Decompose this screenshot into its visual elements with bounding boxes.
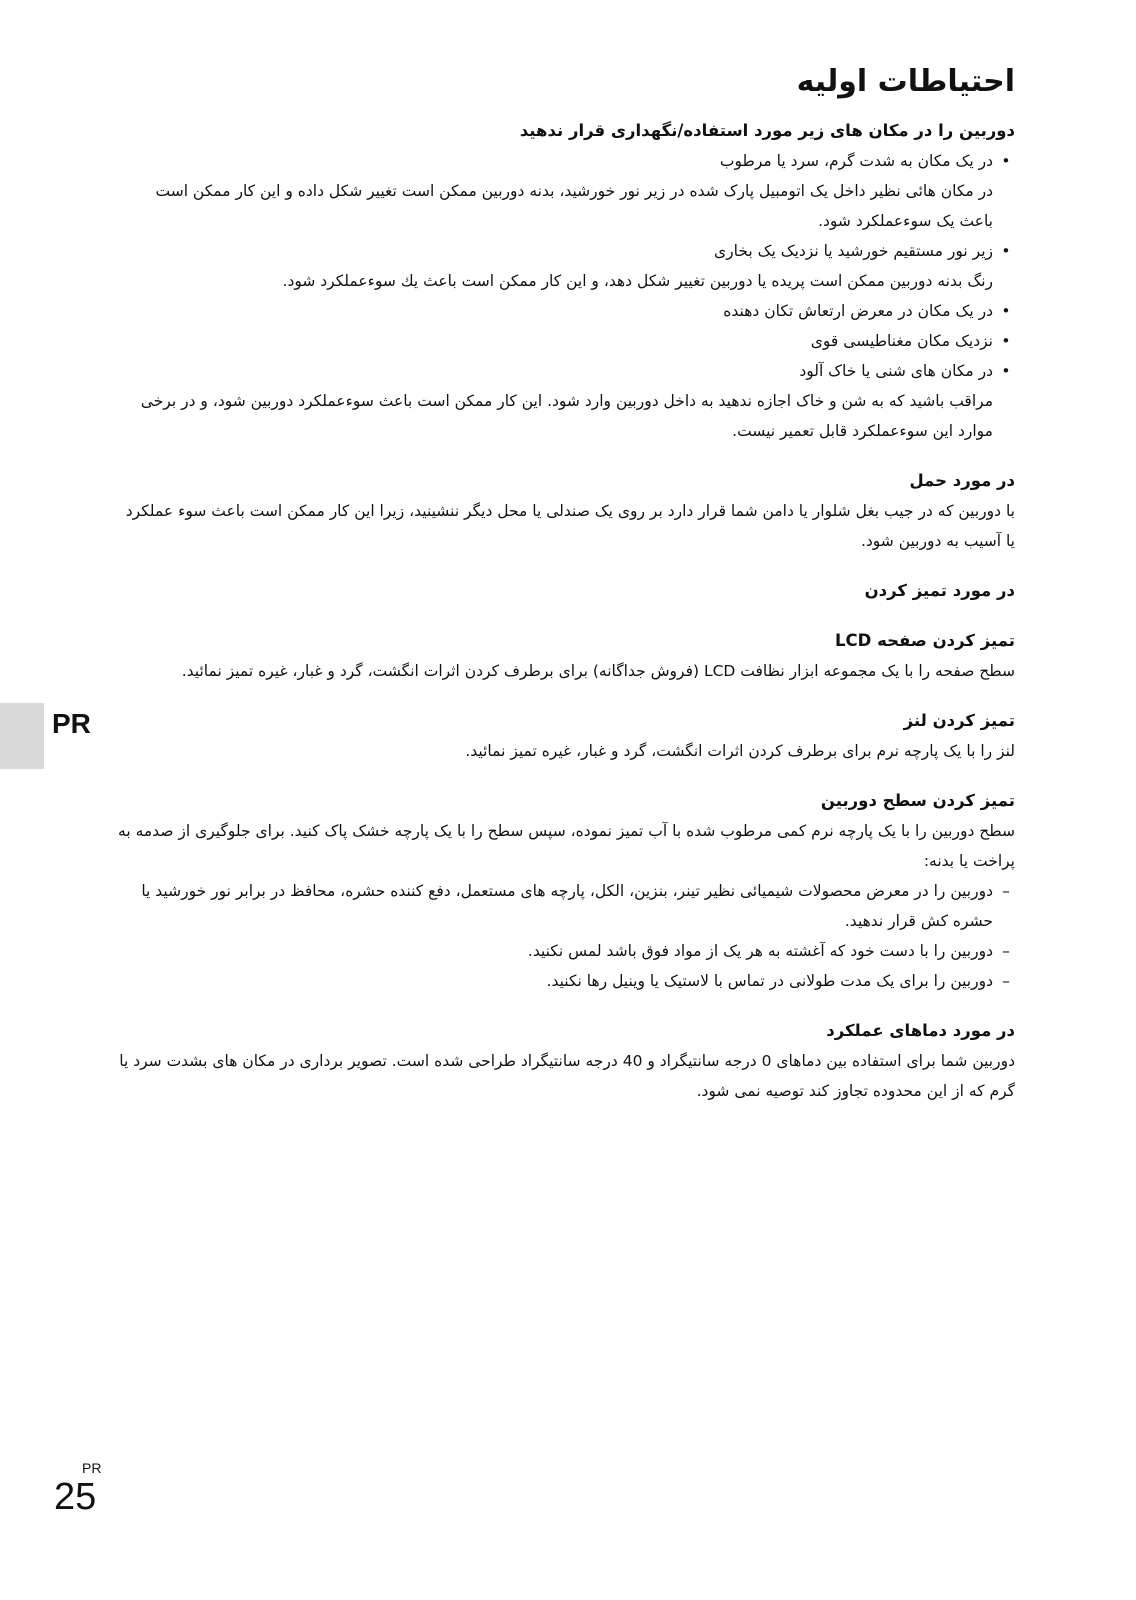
bullet-marker: • [1001, 362, 1011, 380]
bullet-marker: • [1001, 152, 1011, 170]
subsection-heading: تمیز کردن لنز [903, 711, 1015, 730]
page-number: 25 [54, 1476, 97, 1518]
section-locations [118, 116, 1015, 446]
section-carrying [118, 466, 1015, 556]
section-heading: در مورد تمیز کردن [864, 581, 1015, 600]
bullet-marker: • [1001, 332, 1011, 350]
list-item-text: نزدیک مکان مغناطیسی قوی [810, 332, 993, 350]
list-item-detail: در مکان هائی نظیر داخل یک اتومبیل پارک شده در زیر نور خورشید، بدنه دوربین ممکن است تغییر شکل داده و این کار ممکن است باعث یک سوءعملکرد شود. [155, 182, 993, 230]
section-lens [118, 706, 1015, 766]
section-text: سطح دوربین را با یک پارچه نرم کمی مرطوب شده با آب تمیز نموده، سپس سطح را با یک پارچه خشک پاک کنید. برای جلوگیری از صدمه به پراخت یا بدنه: [118, 822, 1015, 870]
list-item [118, 936, 1015, 966]
dash-marker: – [1002, 942, 1010, 960]
section-text: سطح صفحه را با یک مجموعه ابزار نظافت LCD (فروش جداگانه) برای برطرف کردن اثرات انگشت، گرد و غبار، غیره تمیز نمائید. [181, 662, 1015, 680]
language-label: PR [52, 708, 91, 739]
dash-marker: – [1002, 882, 1010, 900]
list-item-text: دوربین را برای یک مدت طولانی در تماس با لاستیک یا وینیل رها نکنید. [546, 972, 993, 990]
bullet-list [118, 236, 1015, 266]
section-surface [118, 786, 1015, 996]
section-text: لنز را با یک پارچه نرم برای برطرف کردن اثرات انگشت، گرد و غبار، غیره تمیز نمائید. [465, 742, 1015, 760]
list-item-detail: مراقب باشید که به شن و خاک اجازه ندهید به داخل دوربین وارد شود. این کار ممکن است باعث سوءعملکرد دوربین شود، و در برخی موارد این سوءعملکرد قابل تعمیر نیست. [140, 392, 993, 440]
section-lcd [118, 626, 1015, 686]
list-item [118, 326, 1015, 356]
list-item [118, 146, 1015, 176]
page-number-prefix: PR [82, 1460, 102, 1476]
subsection-heading: تمیز کردن سطح دوربین [820, 791, 1015, 810]
section-temperature [118, 1016, 1015, 1106]
bullet-marker: • [1001, 242, 1011, 260]
bullet-marker: • [1001, 302, 1011, 320]
list-item-text: زیر نور مستقیم خورشید یا نزدیک یک بخاری [714, 242, 993, 260]
list-item [118, 876, 1015, 936]
list-item-text: در یک مکان به شدت گرم، سرد یا مرطوب [719, 152, 993, 170]
list-item-text: در یک مکان در معرض ارتعاش تکان دهنده [723, 302, 993, 320]
subsection-heading: تمیز کردن صفحه LCD [835, 631, 1015, 650]
bullet-list [118, 296, 1015, 386]
section-heading: دوربین را در مکان های زیر مورد استفاده/نگهداری قرار ندهید [519, 121, 1015, 140]
section-text: دوربین شما برای استفاده بین دماهای 0 درجه سانتیگراد و 40 درجه سانتیگراد طراحی شده است. تصویر برداری در مکان های بشدت سرد یا گرم که از این محدوده تجاوز کند توصیه نمی شود. [119, 1052, 1015, 1100]
page-title: احتیاطات اولیه [796, 64, 1015, 99]
bullet-list [118, 146, 1015, 176]
section-cleaning [118, 576, 1015, 606]
list-item [118, 236, 1015, 266]
list-item-text: در مکان های شنی یا خاک آلود [799, 362, 993, 380]
list-item-text: دوربین را با دست خود که آغشته به هر یک از مواد فوق باشد لمس نکنید. [527, 942, 993, 960]
section-heading: در مورد حمل [909, 471, 1015, 490]
list-item [118, 966, 1015, 996]
dash-list [118, 876, 1015, 996]
section-text: با دوربین که در جیب بغل شلوار یا دامن شما قرار دارد بر روی یک صندلی یا محل دیگر ننشینید، زیرا این کار ممکن است باعث سوء عملکرد یا آسیب به دوربین شود. [125, 502, 1015, 550]
list-item [118, 296, 1015, 326]
list-item [118, 356, 1015, 386]
list-item-detail: رنگ بدنه دوربین ممکن است پریده یا دوربین تغییر شکل دهد، و این کار ممکن است باعث يك سوءعملکرد شود. [282, 272, 993, 290]
language-tab [0, 703, 44, 769]
page-content [118, 60, 1015, 1106]
section-heading: در مورد دماهای عملکرد [826, 1021, 1015, 1040]
list-item-text: دوربین را در معرض محصولات شیمیائی نظیر تینر، بنزین، الکل، پارچه های مستعمل، دفع کننده حشره، محافظ در برابر نور خورشید یا حشره کش قرار ندهید. [141, 882, 993, 930]
dash-marker: – [1002, 972, 1010, 990]
